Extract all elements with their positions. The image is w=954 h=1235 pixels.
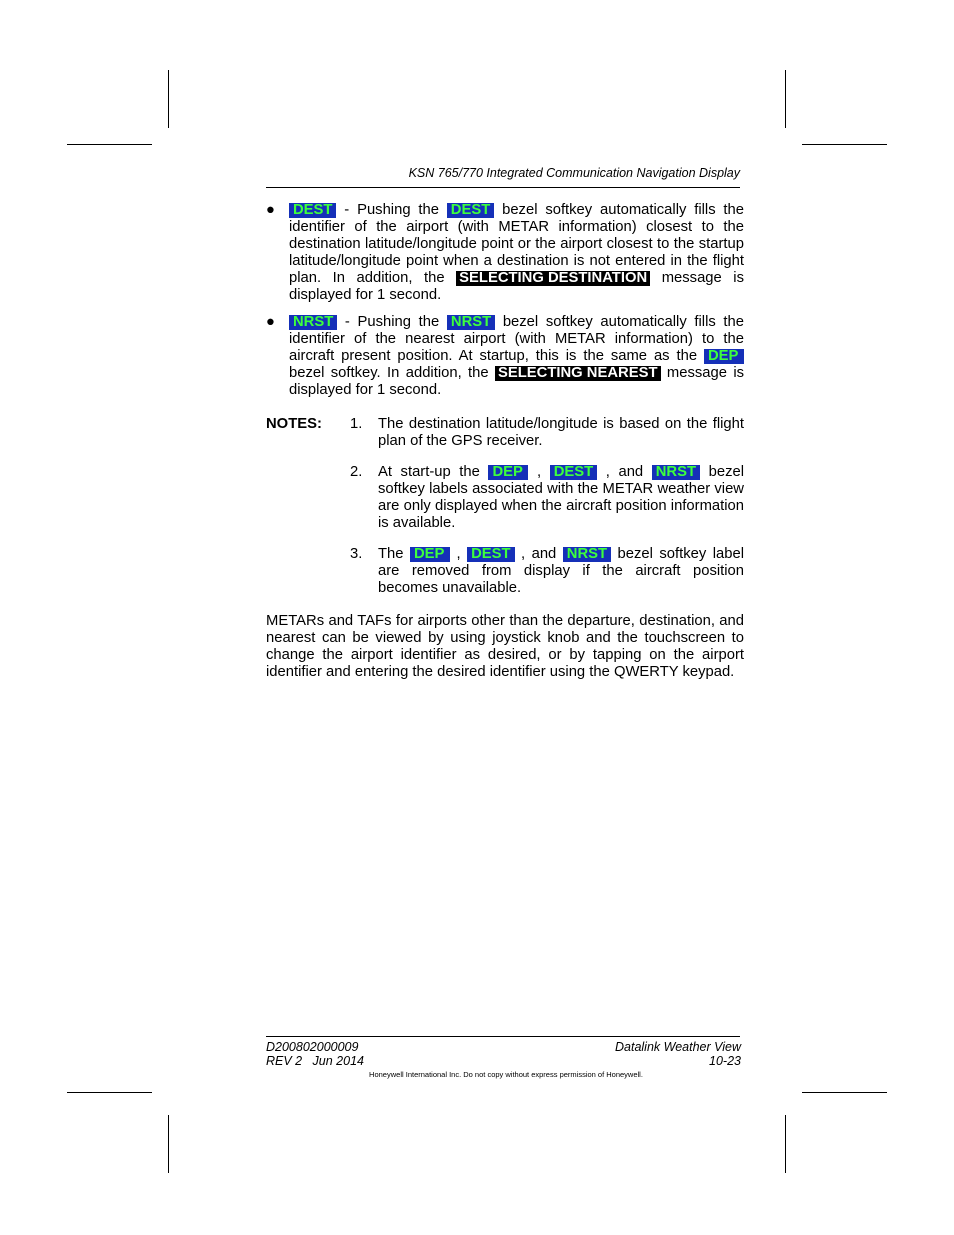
note-item-3 — [350, 546, 744, 597]
crop-mark-top-left-vertical — [168, 70, 169, 128]
running-header: KSN 765/770 Integrated Communication Navigation Display — [408, 166, 740, 180]
bullet-dot: ● — [266, 202, 275, 218]
note-text: The destination latitude/longitude is based on the flight plan of the GPS receiver. — [378, 416, 744, 449]
revision-date: REV 2 Jun 2014 — [266, 1054, 364, 1068]
selecting-destination-message: SELECTING DESTINATION — [456, 271, 650, 286]
copyright-notice: Honeywell International Inc. Do not copy without express permission of Honeywell. — [369, 1070, 643, 1079]
bullet-nrst — [266, 314, 744, 399]
page-number: 10-23 — [709, 1054, 741, 1068]
dep-softkey-label: DEP — [704, 349, 744, 364]
section-title: Datalink Weather View — [615, 1040, 741, 1054]
note-text: , — [528, 464, 550, 480]
notes-label: NOTES: — [266, 416, 322, 432]
note-item-2 — [350, 464, 744, 532]
note-number: 1. — [350, 416, 363, 432]
crop-mark-top-right-vertical — [785, 70, 786, 128]
bullet-text: - Pushing the — [337, 314, 447, 330]
notes-block — [266, 416, 744, 597]
note-text: The — [378, 546, 410, 562]
dest-softkey-label: DEST — [289, 203, 336, 218]
dest-softkey-label: DEST — [467, 547, 514, 562]
bullet-text: message is displayed for 1 second. — [289, 365, 744, 398]
note-text: , and — [597, 464, 652, 480]
bullet-text: bezel softkey. In addition, the — [289, 365, 496, 381]
note-item-1 — [350, 416, 744, 450]
nrst-softkey-label: NRST — [289, 315, 337, 330]
selecting-nearest-message: SELECTING NEAREST — [495, 366, 661, 381]
dep-softkey-label: DEP — [410, 547, 450, 562]
crop-mark-top-left-horizontal — [67, 144, 152, 145]
note-text: At start-up the — [378, 464, 489, 480]
header-rule — [266, 187, 740, 188]
bullet-text: bezel softkey automatically fills the identifier of the nearest airport (with METAR information) to the aircraft present position. At startup, this is the same as the — [289, 314, 744, 364]
crop-mark-bottom-left-vertical — [168, 1115, 169, 1173]
bullet-text: - Pushing the — [336, 202, 447, 218]
crop-mark-bottom-right-horizontal — [802, 1092, 887, 1093]
bullet-text: bezel softkey automatically fills the identifier of the airport (with METAR information) closest to the destination latitude/longitude point or the airport closest to the startup latitude/longitude point when a destination is not entered in the flight plan. In addition, the — [289, 202, 744, 286]
footer-left — [266, 1040, 364, 1068]
footer-rule — [266, 1036, 740, 1037]
note-number: 3. — [350, 546, 363, 562]
dest-softkey-label: DEST — [550, 465, 597, 480]
crop-mark-bottom-right-vertical — [785, 1115, 786, 1173]
dest-softkey-label: DEST — [447, 203, 494, 218]
document-number: D200802000009 — [266, 1040, 359, 1054]
note-text: bezel softkey labels associated with the METAR weather view are only displayed when the aircraft position information is available. — [378, 464, 744, 531]
footer-right — [540, 1040, 741, 1068]
note-text: bezel softkey label are removed from display if the aircraft position becomes unavailable. — [378, 546, 744, 596]
bullet-dest — [266, 202, 744, 304]
bullet-text: message is displayed for 1 second. — [289, 270, 744, 303]
page-content — [266, 202, 744, 681]
note-text: , — [449, 546, 468, 562]
bullet-dot: ● — [266, 314, 275, 330]
dep-softkey-label: DEP — [488, 465, 528, 480]
nrst-softkey-label: NRST — [652, 465, 700, 480]
crop-mark-top-right-horizontal — [802, 144, 887, 145]
note-number: 2. — [350, 464, 363, 480]
nrst-softkey-label: NRST — [563, 547, 611, 562]
crop-mark-bottom-left-horizontal — [67, 1092, 152, 1093]
nrst-softkey-label: NRST — [447, 315, 495, 330]
body-paragraph: METARs and TAFs for airports other than the departure, destination, and nearest can be viewed by using joystick knob and the touchscreen to change the airport identifier as desired, or by tapping on the airport identifier and entering the desired identifier using the QWERTY keypad. — [266, 613, 744, 680]
note-text: , and — [514, 546, 563, 562]
